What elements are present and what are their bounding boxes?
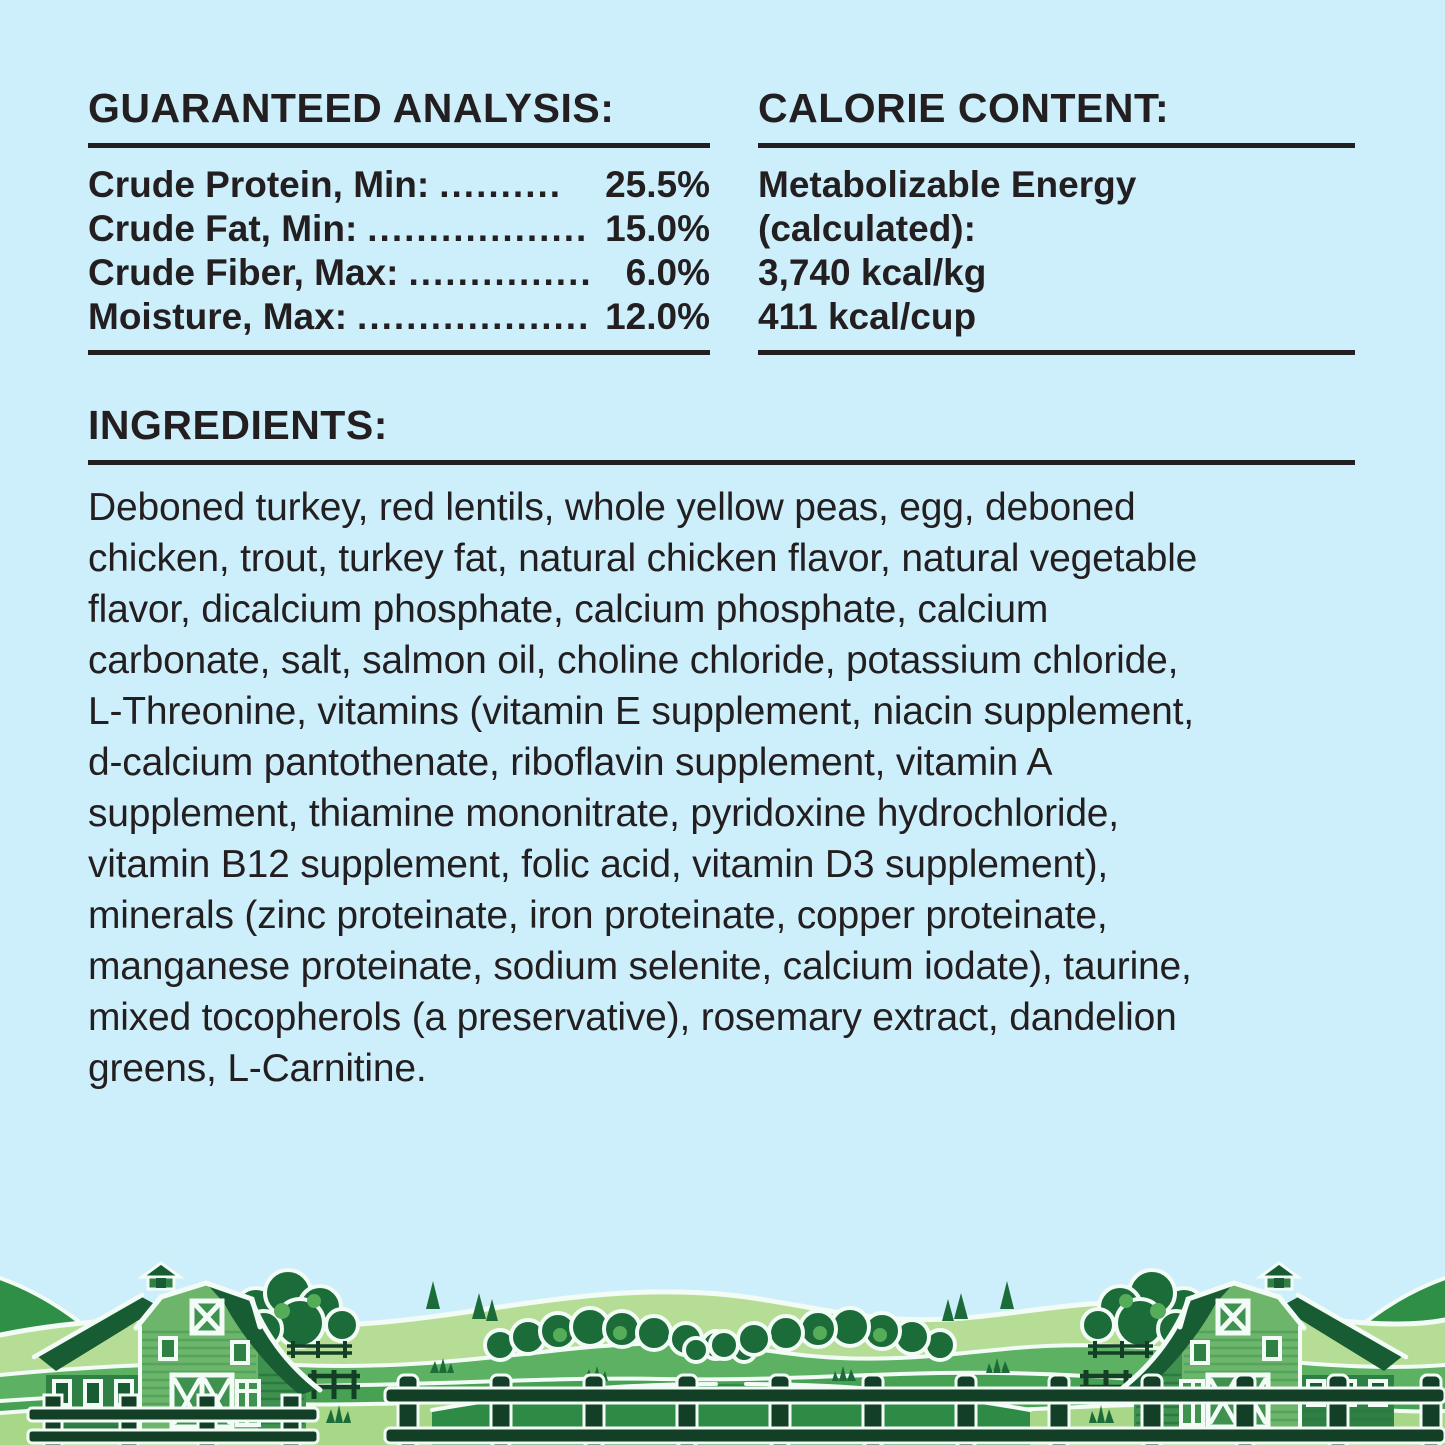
section-bottom-rule bbox=[758, 350, 1355, 355]
row-label: Crude Protein, Min: bbox=[88, 164, 430, 205]
hayloft-window bbox=[192, 1301, 222, 1333]
analysis-rows bbox=[88, 163, 710, 339]
ingredient-line: supplement, thiamine mononitrate, pyridoxine hydrochloride, bbox=[88, 792, 1119, 835]
ingredient-line: chicken, trout, turkey fat, natural chicken flavor, natural vegetable bbox=[88, 537, 1198, 580]
ingredient-line: vitamin B12 supplement, folic acid, vitamin D3 supplement), bbox=[88, 843, 1109, 886]
barn-cupola bbox=[142, 1263, 180, 1289]
ingredient-line: carbonate, salt, salmon oil, choline chloride, potassium chloride, bbox=[88, 639, 1179, 682]
dot-leader: ............... bbox=[408, 252, 593, 293]
ingredient-line: mixed tocopherols (a preservative), rosemary extract, dandelion bbox=[88, 996, 1177, 1039]
analysis-row bbox=[88, 163, 710, 207]
barn-window bbox=[160, 1338, 176, 1359]
label-content bbox=[88, 85, 1355, 1094]
calorie-line: 3,740 kcal/kg bbox=[758, 252, 987, 293]
calorie-content-title: CALORIE CONTENT: bbox=[758, 85, 1170, 131]
guaranteed-analysis-title: GUARANTEED ANALYSIS: bbox=[88, 85, 615, 131]
calorie-line: (calculated): bbox=[758, 208, 976, 249]
ingredient-line: greens, L-Carnitine. bbox=[88, 1047, 427, 1090]
row-label: Crude Fat, Min: bbox=[88, 208, 358, 249]
calorie-lines bbox=[758, 163, 1355, 339]
ingredient-line: minerals (zinc proteinate, iron proteinate, copper proteinate, bbox=[88, 894, 1108, 937]
farm-illustration bbox=[0, 1223, 1445, 1445]
ingredients-section bbox=[88, 402, 1355, 1094]
ingredient-line: d-calcium pantothenate, riboflavin supplement, vitamin A bbox=[88, 741, 1053, 784]
section-bottom-rule bbox=[88, 350, 710, 355]
row-value: 12.0% bbox=[605, 296, 710, 337]
calorie-line: 411 kcal/cup bbox=[758, 296, 977, 337]
title-rule bbox=[758, 143, 1355, 148]
guaranteed-analysis-section bbox=[88, 85, 710, 355]
ingredient-line: manganese proteinate, sodium selenite, calcium iodate), taurine, bbox=[88, 945, 1192, 988]
row-value: 6.0% bbox=[625, 252, 710, 293]
ingredient-line: L-Threonine, vitamins (vitamin E supplement, niacin supplement, bbox=[88, 690, 1194, 733]
title-rule bbox=[88, 143, 710, 148]
ingredients-text bbox=[88, 482, 1355, 1094]
top-columns bbox=[88, 85, 1355, 355]
ingredient-line: flavor, dicalcium phosphate, calcium phosphate, calcium bbox=[88, 588, 1049, 631]
dot-leader: .......... bbox=[439, 164, 563, 205]
row-label: Crude Fiber, Max: bbox=[88, 252, 399, 293]
title-rule bbox=[88, 460, 1355, 465]
calorie-content-section bbox=[758, 85, 1355, 355]
ingredients-title: INGREDIENTS: bbox=[88, 402, 388, 448]
analysis-row bbox=[88, 207, 710, 251]
barn-window bbox=[232, 1342, 248, 1363]
row-value: 15.0% bbox=[605, 208, 710, 249]
analysis-row bbox=[88, 295, 710, 339]
ingredient-line: Deboned turkey, red lentils, whole yellow peas, egg, deboned bbox=[88, 486, 1136, 529]
row-value: 25.5% bbox=[605, 164, 710, 205]
calorie-line: Metabolizable Energy bbox=[758, 164, 1137, 205]
dot-leader: ................... bbox=[357, 296, 591, 337]
row-label: Moisture, Max: bbox=[88, 296, 348, 337]
dot-leader: .................. bbox=[367, 208, 589, 249]
analysis-row bbox=[88, 251, 710, 295]
